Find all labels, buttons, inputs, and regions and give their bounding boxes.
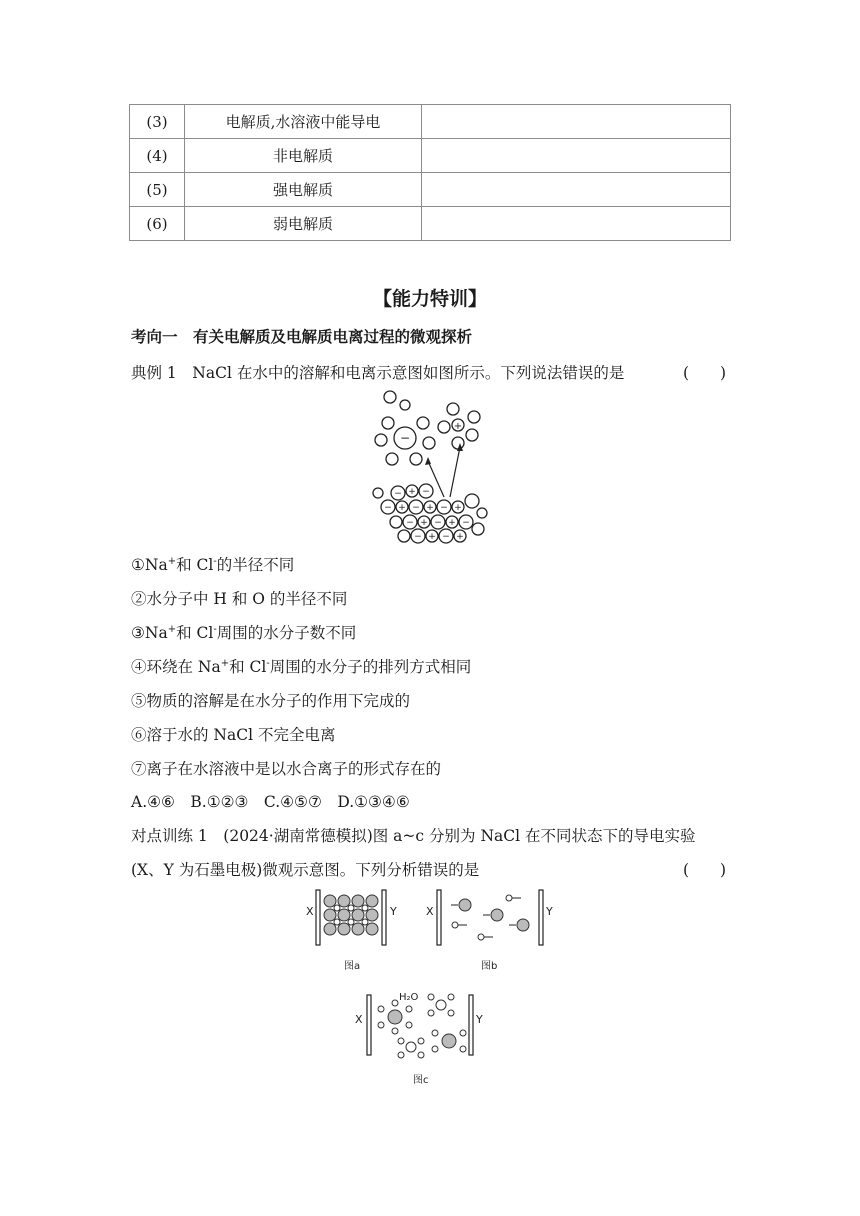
answer-cell[interactable] (422, 139, 731, 173)
row-label: 非电解质 (185, 139, 422, 173)
svg-text:Y: Y (476, 1013, 483, 1026)
classification-table (129, 104, 731, 241)
training-stem-line2: (X、Y 为石墨电极)微观示意图。下列分析错误的是 (131, 861, 480, 879)
svg-text:+: + (428, 532, 436, 542)
statement-1: ①Na+和 Cl-的半径不同 (131, 556, 295, 574)
svg-text:Y: Y (546, 905, 553, 918)
svg-text:+: + (456, 532, 464, 542)
svg-text:图c: 图c (413, 1075, 429, 1085)
svg-text:−: − (434, 518, 442, 528)
svg-text:−: − (412, 503, 420, 513)
svg-text:图a: 图a (344, 961, 361, 972)
answer-cell[interactable] (422, 207, 731, 241)
svg-text:Y: Y (390, 905, 397, 918)
svg-text:+: + (420, 518, 428, 528)
water-molecule (400, 400, 410, 410)
table-row (130, 207, 731, 241)
row-number: (3) (130, 105, 185, 139)
svg-text:−: − (414, 532, 422, 542)
figure-a-solid-nacl (300, 885, 412, 975)
svg-text:−: − (394, 489, 402, 499)
svg-text:−: − (399, 431, 411, 445)
figure-c-nacl-solution (353, 985, 493, 1085)
row-label: 电解质,水溶液中能导电 (185, 105, 422, 139)
svg-text:−: − (442, 532, 450, 542)
svg-text:+: + (448, 518, 456, 528)
statement-6: ⑥溶于水的 NaCl 不完全电离 (131, 726, 336, 744)
statement-5: ⑤物质的溶解是在水分子的作用下完成的 (131, 692, 411, 710)
statement-3: ③Na+和 Cl-周围的水分子数不同 (131, 624, 357, 642)
section-title: 【能力特训】 (372, 288, 487, 310)
statement-2: ②水分子中 H 和 O 的半径不同 (131, 590, 348, 608)
svg-text:X: X (426, 905, 434, 918)
water-molecule (384, 391, 396, 403)
svg-text:+: + (398, 503, 406, 513)
nacl-dissolution-diagram (368, 385, 494, 545)
row-number: (4) (130, 139, 185, 173)
training-stem-line1: 对点训练 1 (2024·湖南常德模拟)图 a~c 分别为 NaCl 在不同状态下的导电实验 (131, 827, 696, 845)
svg-text:+: + (408, 487, 416, 497)
answer-paren[interactable]: ( ) (683, 364, 727, 382)
table-row (130, 173, 731, 207)
svg-text:−: − (422, 487, 430, 497)
row-number: (5) (130, 173, 185, 207)
svg-text:H₂O: H₂O (399, 992, 419, 1003)
svg-text:−: − (406, 518, 414, 528)
svg-text:图b: 图b (481, 961, 498, 972)
row-label: 强电解质 (185, 173, 422, 207)
example-stem: 典例 1 NaCl 在水中的溶解和电离示意图如图所示。下列说法错误的是 (131, 364, 625, 382)
answer-cell[interactable] (422, 173, 731, 207)
answer-paren[interactable]: ( ) (683, 861, 727, 879)
statement-4: ④环绕在 Na+和 Cl-周围的水分子的排列方式相同 (131, 658, 472, 676)
row-number: (6) (130, 207, 185, 241)
svg-text:−: − (440, 503, 448, 513)
figure-b-molten-nacl (425, 885, 560, 975)
svg-text:−: − (462, 518, 470, 528)
svg-text:+: + (453, 421, 463, 432)
answer-options: A.④⑥ B.①②③ C.④⑤⑦ D.①③④⑥ (131, 793, 410, 811)
svg-text:X: X (306, 905, 314, 918)
direction-heading: 考向一 有关电解质及电解质电离过程的微观探析 (131, 327, 473, 346)
svg-text:X: X (355, 1013, 363, 1026)
answer-cell[interactable] (422, 105, 731, 139)
row-label: 弱电解质 (185, 207, 422, 241)
table-row (130, 105, 731, 139)
svg-text:−: − (384, 503, 392, 513)
table-row (130, 139, 731, 173)
statement-7: ⑦离子在水溶液中是以水合离子的形式存在的 (131, 760, 442, 778)
svg-text:+: + (454, 503, 462, 513)
svg-text:+: + (426, 503, 434, 513)
